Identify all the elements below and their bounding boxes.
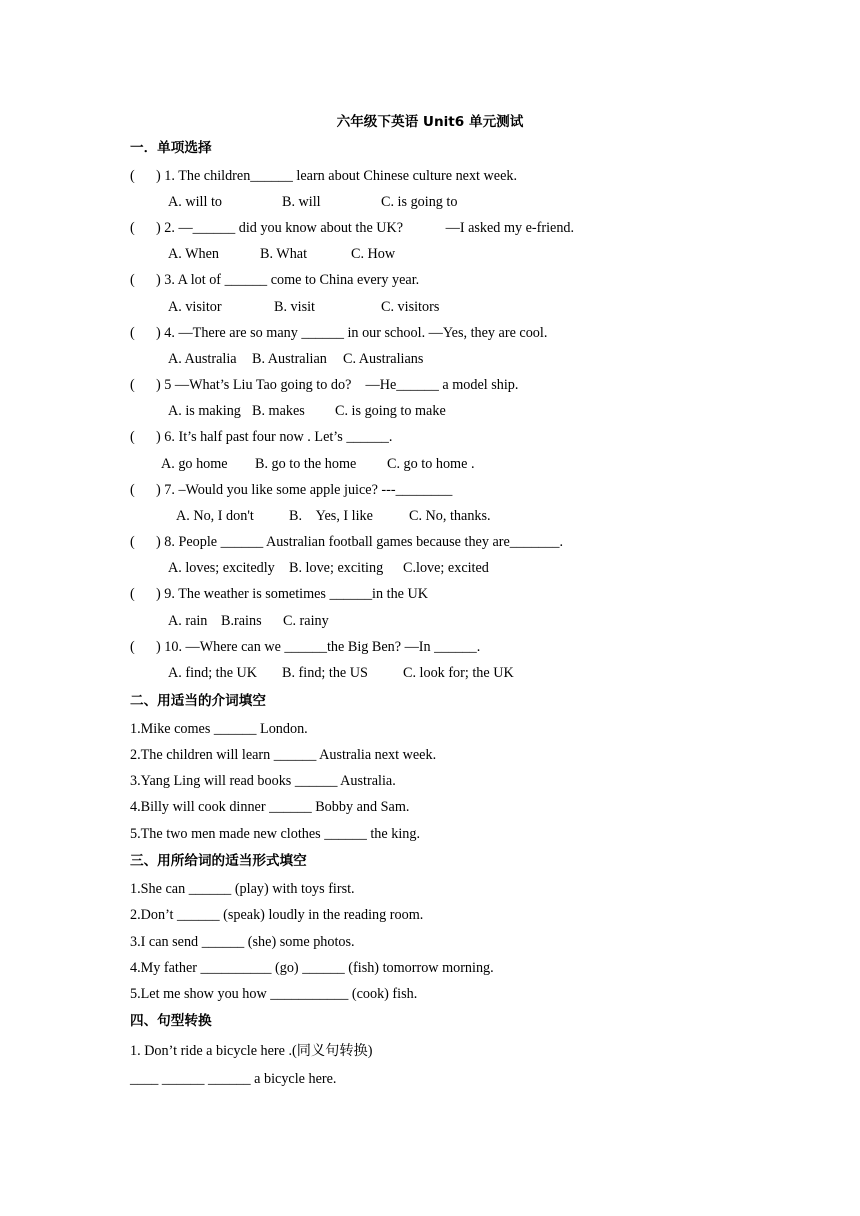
option-b: B. go to the home bbox=[255, 456, 357, 472]
option-c: C. Australians bbox=[343, 351, 424, 367]
list-item: ____ ______ ______ a bicycle here. bbox=[130, 1071, 337, 1087]
section-heading-sentence-transform: 四、句型转换 bbox=[130, 1013, 212, 1029]
list-item: 4.Billy will cook dinner ______ Bobby and Sam. bbox=[130, 799, 410, 815]
option-c: C. How bbox=[351, 246, 396, 262]
question-stem: ( ) 4. —There are so many ______ in our school. —Yes, they are cool. bbox=[130, 325, 548, 341]
section-heading-word-forms: 三、用所给词的适当形式填空 bbox=[130, 853, 307, 869]
section-heading-multiple-choice: 一．单项选择 bbox=[130, 140, 212, 156]
option-a: A. go home bbox=[161, 456, 228, 472]
option-c: C. No, thanks. bbox=[409, 508, 491, 524]
option-b: B. will bbox=[282, 194, 321, 210]
option-b: B. visit bbox=[274, 299, 315, 315]
list-item: 2.The children will learn ______ Australia next week. bbox=[130, 747, 437, 763]
option-b: B. Yes, I like bbox=[289, 508, 373, 524]
section-heading-prepositions: 二、用适当的介词填空 bbox=[130, 693, 266, 709]
page-title: 六年级下英语 Unit6 单元测试 bbox=[336, 114, 524, 130]
question-stem: ( ) 5 —What’s Liu Tao going to do? —He______ a model ship. bbox=[130, 377, 519, 393]
option-a: A. find; the UK bbox=[168, 665, 258, 681]
option-a: A. No, I don't bbox=[176, 508, 254, 524]
option-a: A. Australia bbox=[168, 351, 237, 367]
question-stem: ( ) 10. —Where can we ______the Big Ben? —In ______. bbox=[130, 639, 481, 655]
option-c: C. look for; the UK bbox=[403, 665, 514, 681]
list-item: 1. Don’t ride a bicycle here .(同义句转换) bbox=[130, 1043, 373, 1059]
option-c: C. is going to bbox=[381, 194, 458, 210]
list-item: 5.The two men made new clothes ______ the king. bbox=[130, 826, 420, 842]
option-a: A. rain bbox=[168, 613, 208, 629]
option-b: B. love; exciting bbox=[289, 560, 384, 576]
option-a: A. When bbox=[168, 246, 219, 262]
question-stem: ( ) 8. People ______ Australian football games because they are_______. bbox=[130, 534, 564, 550]
option-a: A. will to bbox=[168, 194, 222, 210]
option-b: B. Australian bbox=[252, 351, 327, 367]
question-stem: ( ) 3. A lot of ______ come to China every year. bbox=[130, 272, 420, 288]
option-b: B. What bbox=[260, 246, 308, 262]
list-item: 3.I can send ______ (she) some photos. bbox=[130, 934, 355, 950]
question-stem: ( ) 7. –Would you like some apple juice? ---________ bbox=[130, 482, 453, 498]
list-item: 1.She can ______ (play) with toys first. bbox=[130, 881, 355, 897]
list-item: 4.My father __________ (go) ______ (fish) tomorrow morning. bbox=[130, 960, 494, 976]
option-a: A. is making bbox=[168, 403, 241, 419]
list-item: 5.Let me show you how ___________ (cook) fish. bbox=[130, 986, 418, 1002]
question-stem: ( ) 6. It’s half past four now . Let’s ______. bbox=[130, 429, 393, 445]
list-item: 1.Mike comes ______ London. bbox=[130, 721, 308, 737]
option-b: B. find; the US bbox=[282, 665, 368, 681]
option-a: A. loves; excitedly bbox=[168, 560, 275, 576]
list-item: 2.Don’t ______ (speak) loudly in the reading room. bbox=[130, 907, 424, 923]
question-stem: ( ) 1. The children______ learn about Chinese culture next week. bbox=[130, 168, 518, 184]
option-c: C. go to home . bbox=[387, 456, 475, 472]
option-a: A. visitor bbox=[168, 299, 222, 315]
option-c: C.love; excited bbox=[403, 560, 489, 576]
list-item: 3.Yang Ling will read books ______ Australia. bbox=[130, 773, 396, 789]
question-stem: ( ) 2. —______ did you know about the UK? —I asked my e-friend. bbox=[130, 220, 575, 236]
option-b: B. makes bbox=[252, 403, 305, 419]
question-stem: ( ) 9. The weather is sometimes ______in the UK bbox=[130, 586, 429, 602]
option-b: B.rains bbox=[221, 613, 262, 629]
option-c: C. is going to make bbox=[335, 403, 446, 419]
option-c: C. visitors bbox=[381, 299, 440, 315]
option-c: C. rainy bbox=[283, 613, 329, 629]
